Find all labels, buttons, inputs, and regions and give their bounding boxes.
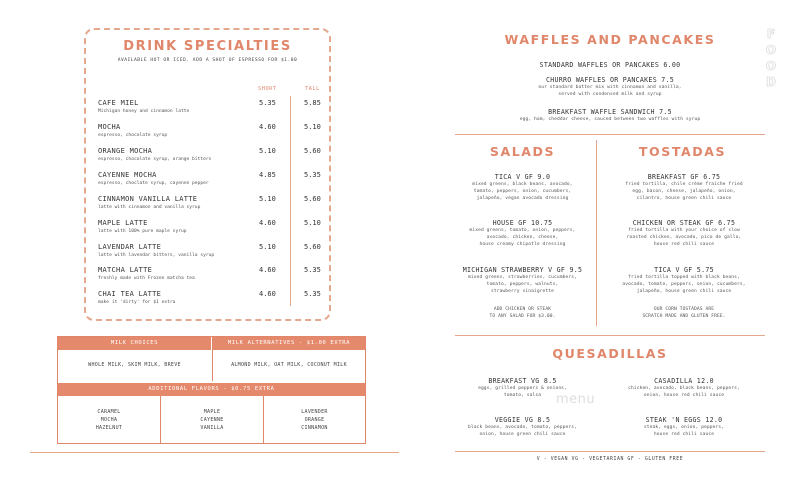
salads-title: SALADS bbox=[489, 144, 556, 159]
menu-item bbox=[455, 108, 765, 123]
item-name: CASADILLA 12.0 bbox=[654, 377, 714, 385]
tostadas-note bbox=[598, 306, 770, 320]
item-name: STANDARD WAFFLES OR PANCAKES 6.00 bbox=[539, 61, 681, 69]
food-tab-letter: O bbox=[765, 43, 779, 57]
diet-legend: V - VEGAN VG - VEGETARIAN GF - GLUTEN FREE bbox=[536, 457, 684, 462]
item-name: TICA V GF 5.75 bbox=[654, 266, 714, 274]
drink-specialties-title: DRINK SPECIALTIES bbox=[123, 39, 292, 54]
drink-desc: espresso, chocolate syrup, orange bitters bbox=[98, 157, 212, 162]
section-rule bbox=[455, 451, 765, 452]
drink-specialties-subtitle: AVAILABLE HOT OR ICED. ADD A SHOT OF ESPRESSO FOR $1.00 bbox=[117, 58, 298, 63]
menu-item bbox=[450, 266, 595, 295]
quesadillas-title: QUESADILLAS bbox=[552, 346, 668, 361]
drink-name: CAFE MIEL bbox=[98, 99, 139, 107]
drink-desc: Michigan honey and cinnamon latte bbox=[98, 109, 190, 114]
drink-item bbox=[98, 266, 328, 286]
menu-item bbox=[455, 76, 765, 98]
drink-desc: espresso, choclate syrup, cayenne pepper bbox=[98, 181, 209, 186]
item-desc: mixed greens, black beans, avocado, tomato, peppers, onion, cucumbers, jalapeño, vegan avocado dressing bbox=[472, 182, 573, 201]
left-page-bottom-rule bbox=[30, 452, 399, 453]
drink-desc: espresso, chocolate syrup bbox=[98, 133, 168, 138]
drink-desc: latte with lavendar bitters, vanilla syrup bbox=[98, 253, 215, 258]
item-desc: egg, ham, cheddar cheese, sauced between two waffles with syrup bbox=[519, 117, 701, 122]
milk-alternatives-list: ALMOND MILK, OAT MILK, COCONUT MILK bbox=[231, 362, 347, 368]
drink-name: CAYENNE MOCHA bbox=[98, 171, 157, 179]
menu-item bbox=[598, 377, 770, 399]
drink-name: MOCHA bbox=[98, 123, 121, 131]
item-name: CHURRO WAFFLES OR PANCAKES 7.5 bbox=[545, 76, 675, 84]
column-rule bbox=[596, 140, 597, 326]
drink-desc: latte with 100% pure maple syrup bbox=[98, 229, 187, 234]
item-name: MICHIGAN STRAWBERRY V GF 9.5 bbox=[462, 266, 583, 274]
drink-short-price: 5.35 bbox=[259, 99, 276, 107]
item-name: STEAK 'N EGGS 12.0 bbox=[645, 416, 723, 424]
flavor-item: CINNAMON bbox=[301, 425, 328, 431]
drink-item bbox=[98, 123, 328, 143]
menu-item bbox=[450, 219, 595, 248]
menu-item bbox=[455, 61, 765, 69]
flavor-item: HAZELNUT bbox=[95, 425, 123, 431]
milk-choices-header: MILK CHOICES bbox=[58, 337, 211, 350]
flavor-column bbox=[58, 408, 160, 432]
item-desc: chicken, avocado, black beans, peppers, onion, house red chili sauce bbox=[628, 386, 740, 398]
drink-item bbox=[98, 171, 328, 191]
menu-watermark-logo: menu bbox=[556, 392, 596, 407]
food-side-tab bbox=[762, 26, 782, 90]
flavor-column bbox=[161, 408, 263, 432]
drink-desc: freshly made with Frozen matcha tea bbox=[98, 276, 195, 281]
drink-tall-price: 5.10 bbox=[304, 219, 321, 227]
item-desc: mixed greens, strawberries, cucumbers, tomato, peppers, walnuts, strawberry vinaigrette bbox=[468, 275, 577, 294]
flavor-item: LAVENDER bbox=[301, 409, 328, 415]
drink-short-price: 4.60 bbox=[259, 219, 276, 227]
drink-desc: latte with cinnamon and vanilla syrup bbox=[98, 205, 201, 210]
drink-short-price: 5.10 bbox=[259, 243, 276, 251]
flavor-item: VANILLA bbox=[200, 425, 224, 431]
note-text: ADD CHICKEN OR STEAK TO ANY SALAD FOR $3.00. bbox=[489, 307, 556, 319]
menu-item bbox=[598, 173, 770, 202]
item-desc: fried tortilla topped with black beans, avocado, tomato, peppers, onion, cucumbers, jalapeño, house green chili sauce bbox=[622, 275, 746, 294]
drink-short-price: 4.85 bbox=[259, 171, 276, 179]
section-rule bbox=[455, 335, 765, 336]
drink-tall-price: 5.60 bbox=[304, 243, 321, 251]
item-desc: fried tortilla, chile crème fraiche fried egg, bacon, cheese, jalapeño, onion, cilantro, house green chili sauce bbox=[625, 182, 743, 201]
tostadas-title: TOSTADAS bbox=[638, 144, 727, 159]
drink-name: LAVENDAR LATTE bbox=[98, 243, 162, 251]
flavor-column bbox=[264, 408, 365, 432]
drink-short-price: 4.60 bbox=[259, 266, 276, 274]
item-name: CHICKEN OR STEAK GF 6.75 bbox=[632, 219, 736, 227]
additional-flavors-header: ADDITIONAL FLAVORS - $0.75 EXTRA bbox=[58, 383, 365, 396]
drink-name: ORANGE MOCHA bbox=[98, 147, 153, 155]
item-name: BREAKFAST WAFFLE SANDWICH 7.5 bbox=[548, 108, 672, 116]
drink-tall-price: 5.60 bbox=[304, 147, 321, 155]
drink-short-price: 4.60 bbox=[259, 123, 276, 131]
item-name: BREAKFAST GF 6.75 bbox=[647, 173, 721, 181]
item-desc: black beans, avocado, tomato, peppers, onion, house green chili sauce bbox=[468, 425, 577, 437]
item-name: BREAKFAST VG 8.5 bbox=[488, 377, 557, 385]
menu-item bbox=[598, 219, 770, 248]
drink-item bbox=[98, 290, 328, 310]
menu-item bbox=[450, 173, 595, 202]
drink-short-price: 4.60 bbox=[259, 290, 276, 298]
item-desc: our standard batter mix with cinnamon and vanilla, served with condensed milk and syrup bbox=[538, 85, 682, 97]
item-name: HOUSE GF 10.75 bbox=[492, 219, 553, 227]
flavor-item: CAYENNE bbox=[200, 417, 224, 423]
milk-divider bbox=[212, 337, 213, 381]
item-desc: fried tortilla with your choice of slow roasted chicken, avocado, pico de gallo, house red chili sauce bbox=[626, 228, 742, 247]
short-size-label: SHORT bbox=[258, 86, 277, 92]
drink-name: CHAI TEA LATTE bbox=[98, 290, 162, 298]
milk-alternatives-header: MILK ALTERNATIVES - $1.00 EXTRA bbox=[213, 337, 365, 350]
drink-item bbox=[98, 219, 328, 239]
flavor-item: CARAMEL bbox=[97, 409, 121, 415]
drink-tall-price: 5.10 bbox=[304, 123, 321, 131]
drink-tall-price: 5.35 bbox=[304, 290, 321, 298]
drink-name: MAPLE LATTE bbox=[98, 219, 148, 227]
item-name: TICA V GF 9.0 bbox=[494, 173, 551, 181]
drink-item bbox=[98, 195, 328, 215]
item-desc: eggs, grilled peppers & onions, tomato, salsa bbox=[478, 386, 567, 398]
milk-choices-list: WHOLE MILK, SKIM MILK, BREVE bbox=[88, 362, 181, 368]
tall-size-label: TALL bbox=[305, 86, 320, 92]
drink-short-price: 5.10 bbox=[259, 195, 276, 203]
drink-tall-price: 5.35 bbox=[304, 171, 321, 179]
menu-item bbox=[450, 416, 595, 438]
flavor-item: MAPLE bbox=[203, 409, 221, 415]
flavor-item: MOCHA bbox=[100, 417, 118, 423]
menu-item bbox=[598, 416, 770, 438]
drink-tall-price: 5.85 bbox=[304, 99, 321, 107]
food-tab-letter: F bbox=[766, 27, 778, 41]
item-desc: steak, eggs, onion, peppers, house red chili sauce bbox=[643, 425, 725, 437]
drink-desc: make it 'dirty' for $1 extra bbox=[98, 300, 176, 305]
drink-item bbox=[98, 99, 328, 119]
drink-tall-price: 5.35 bbox=[304, 266, 321, 274]
note-text: OUR CORN TOSTADAS ARE SCRATCH MADE AND GLUTEN FREE. bbox=[642, 307, 726, 319]
food-tab-letter: O bbox=[765, 59, 779, 73]
drink-short-price: 5.10 bbox=[259, 147, 276, 155]
drink-name: MATCHA LATTE bbox=[98, 266, 153, 274]
drink-name: CINNAMON VANILLA LATTE bbox=[98, 195, 198, 203]
drink-item bbox=[98, 243, 328, 263]
food-tab-letter: D bbox=[766, 75, 778, 89]
salads-note bbox=[450, 306, 595, 320]
waffles-title: WAFFLES AND PANCAKES bbox=[504, 32, 716, 47]
drink-tall-price: 5.60 bbox=[304, 195, 321, 203]
drink-item bbox=[98, 147, 328, 167]
menu-item bbox=[598, 266, 770, 295]
section-rule bbox=[455, 134, 765, 135]
flavor-item: ORANGE bbox=[304, 417, 325, 423]
item-name: VEGGIE VG 8.5 bbox=[494, 416, 551, 424]
item-desc: mixed greens, tomato, onion, peppers, avocado, chicken, cheese, house creamy chipotle dressing bbox=[469, 228, 576, 247]
